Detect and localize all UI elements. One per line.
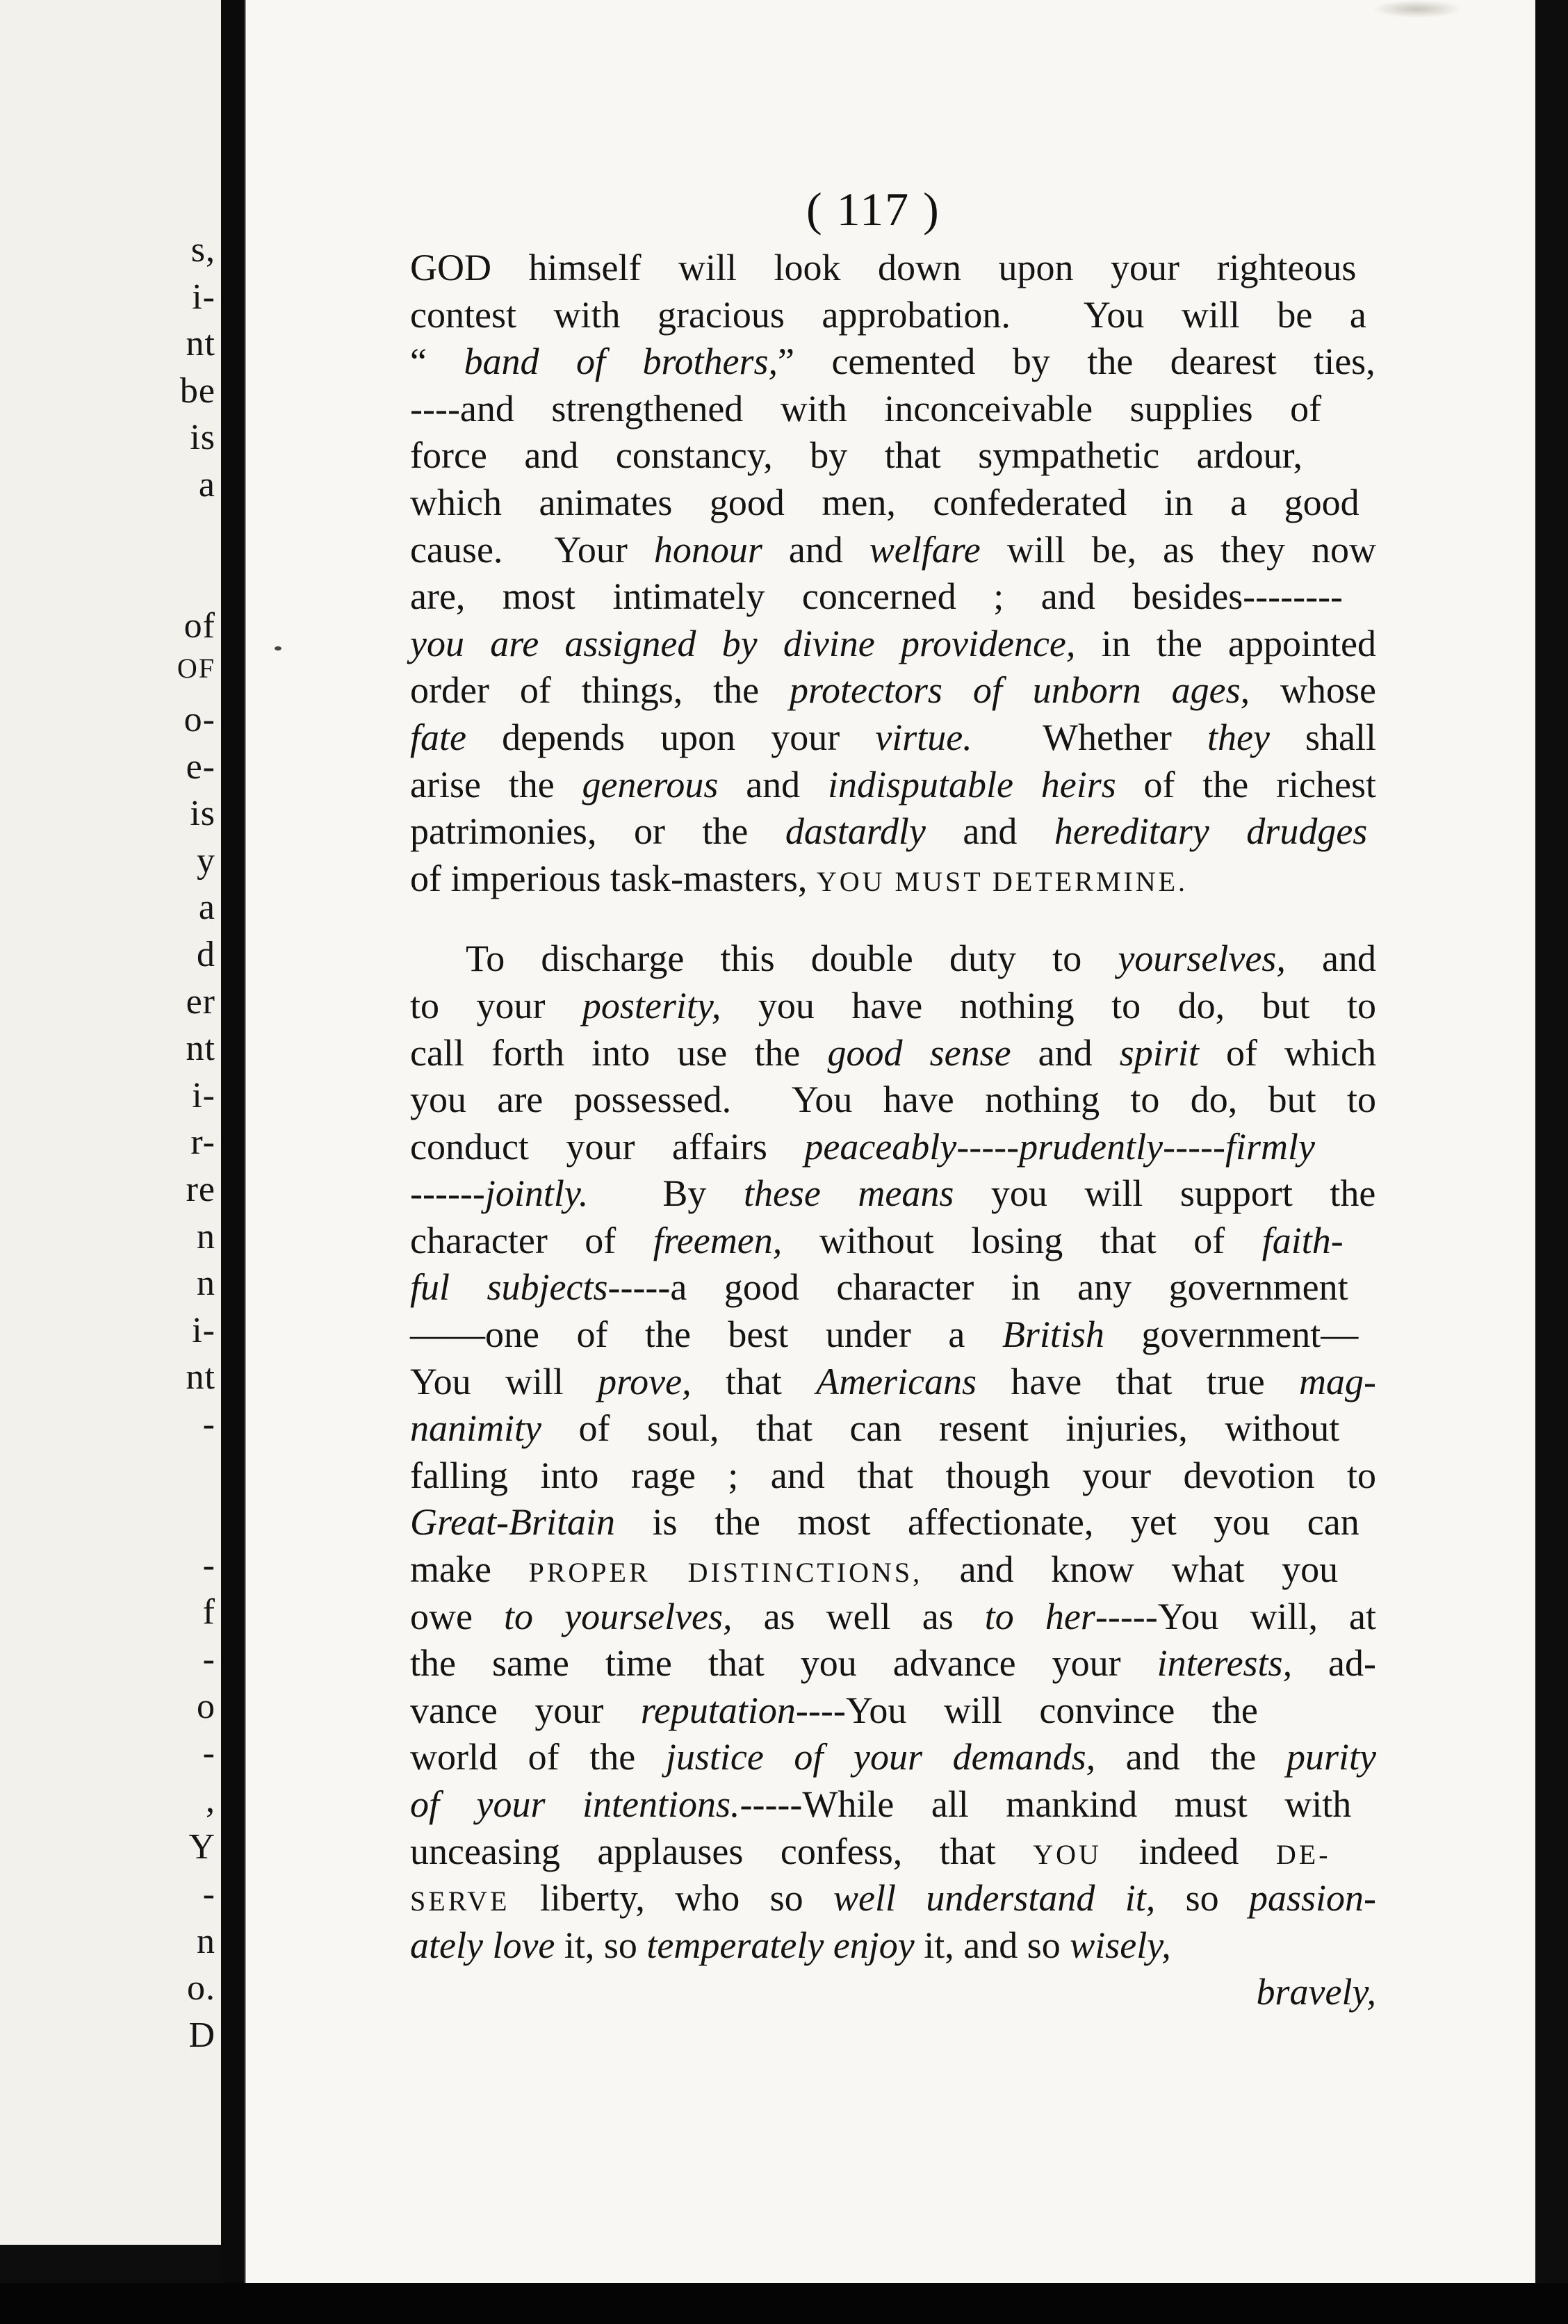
italic-text: reputation [640, 1689, 796, 1731]
text-segment: whose [1250, 669, 1376, 712]
text-line [410, 1546, 1376, 1594]
bleed-through-fragment: - [202, 1639, 215, 1679]
text-segment: and [1285, 938, 1377, 980]
text-line [410, 1264, 1376, 1311]
italic-text: British [1002, 1314, 1104, 1356]
text-segment: you will support the [954, 1172, 1376, 1215]
text-segment: government— [1104, 1314, 1359, 1356]
bleed-through-fragment: a [198, 465, 215, 505]
text-segment: and [925, 810, 1054, 853]
bleed-through-fragment: n [197, 1921, 215, 1961]
italic-text: yourselves, [1118, 938, 1286, 980]
text-segment: character of [410, 1219, 653, 1261]
text-line [410, 714, 1376, 762]
text-segment: so [1155, 1877, 1250, 1920]
text-line [410, 856, 1376, 903]
italic-text: wisely, [1070, 1924, 1171, 1966]
bleed-through-fragment: r- [190, 1122, 215, 1163]
bleed-through-fragment: - [202, 1733, 215, 1774]
text-line [410, 386, 1376, 433]
text-line [410, 1875, 1376, 1922]
text-segment: vance your [410, 1689, 641, 1731]
text-segment: patrimonies, or the [410, 810, 785, 853]
bleed-through-fragment: OF [177, 653, 215, 685]
text-line [410, 1499, 1376, 1546]
text-segment: it, so [555, 1924, 647, 1966]
bleed-through-fragment: f [202, 1592, 215, 1632]
text-segment: -----a good character in any government [607, 1266, 1348, 1309]
bleed-through-fragment: d [197, 935, 215, 974]
italic-text: spirit [1119, 1031, 1199, 1074]
scan-border [0, 2283, 1568, 2324]
italic-text: Great-Britain [410, 1501, 615, 1544]
bleed-through-fragment: is [190, 418, 215, 458]
bleed-through-fragment: Y [188, 1827, 215, 1867]
italic-text: ------jointly. [410, 1172, 589, 1215]
bleed-through-fragment: - [202, 1545, 215, 1585]
italic-text: you are assigned by divine providence, [410, 622, 1076, 664]
text-line [410, 1594, 1376, 1641]
bleed-through-fragment: n [197, 1263, 215, 1304]
italic-text: justice of your demands, [665, 1736, 1096, 1778]
text-line [410, 1452, 1376, 1500]
italic-text: ful subjects [410, 1266, 608, 1309]
text-segment: call forth into use the [410, 1031, 828, 1074]
text-segment: of the richest [1116, 763, 1376, 805]
text-line [410, 480, 1376, 527]
text-segment: Whether [972, 716, 1207, 758]
text-segment: contest with gracious approbation. You will be a [410, 293, 1366, 336]
text-segment: GOD h [410, 247, 548, 288]
italic-text: Americans [816, 1360, 977, 1402]
italic-text: band of brothers, [464, 341, 778, 383]
text-segment: -----While all mankind must with [740, 1783, 1352, 1825]
text-segment: world of the [410, 1736, 666, 1778]
text-line [410, 1170, 1376, 1218]
italic-text: freemen, [653, 1219, 783, 1261]
small-caps-text: PROPER DISTINCTIONS, [528, 1557, 923, 1589]
bleed-through-fragment: - [202, 1874, 215, 1914]
text-line [410, 1687, 1376, 1735]
italic-text: temperately enjoy [646, 1924, 915, 1966]
page-smudge [1372, 0, 1462, 18]
text-line [410, 1077, 1376, 1124]
text-segment: ----You will convince the [795, 1689, 1258, 1731]
italic-text: these means [743, 1172, 954, 1215]
italic-text: fate [410, 716, 466, 758]
text-segment: order of things, the [410, 669, 790, 712]
bleed-through-fragment: , [206, 1780, 215, 1820]
text-line [410, 245, 1376, 292]
italic-text: posterity, [582, 984, 721, 1026]
italic-text: to her [984, 1595, 1095, 1637]
text-line [410, 762, 1376, 809]
text-segment: shall [1269, 716, 1377, 758]
bleed-through-fragment: o- [183, 700, 215, 739]
text-line [410, 1781, 1376, 1828]
text-segment: to your [410, 984, 582, 1026]
text-segment: are, most intimately concerned ; and besides-------- [410, 575, 1344, 618]
text-segment: which animates good men, confederated in a good [410, 481, 1359, 523]
text-line [410, 1405, 1376, 1452]
text-segment: you have nothing to do, but to [721, 984, 1376, 1026]
text-segment: of soul, that can resent injuries, without [541, 1407, 1340, 1450]
book-gutter [221, 0, 245, 2324]
bleed-through-fragment: i- [192, 277, 215, 317]
bleed-through-fragment: of [183, 605, 215, 646]
text-line [410, 808, 1376, 856]
text-segment: conduct your affairs [410, 1125, 805, 1168]
text-line [410, 1218, 1376, 1265]
text-segment: To discharge this double duty to [466, 938, 1118, 980]
italic-text: indisputable heirs [827, 763, 1116, 805]
body-text [410, 245, 1376, 2016]
bleed-through-fragment: o. [187, 1968, 215, 2008]
text-segment: arise the [410, 763, 582, 805]
bleed-through-fragment: - [202, 1405, 215, 1444]
italic-text: virtue. [875, 716, 972, 758]
bleed-through-fragment: is [190, 794, 215, 834]
text-segment: it, and so [914, 1924, 1070, 1966]
italic-text: nanimity [410, 1407, 541, 1450]
bleed-through-fragment: D [188, 2015, 215, 2055]
bleed-through-fragment: i- [192, 1075, 215, 1115]
text-segment: ——one of the best under a [410, 1314, 1002, 1356]
text-line [410, 527, 1376, 574]
text-line [410, 983, 1376, 1030]
text-segment: -----You will, at [1095, 1595, 1376, 1637]
text-line [410, 1640, 1376, 1687]
text-segment: imself will look down upon your righteous [547, 247, 1357, 288]
bleed-through-fragment: o [197, 1686, 215, 1726]
text-segment: ” cemented by the dearest ties, [777, 341, 1375, 383]
bleed-through-fragment: nt [186, 324, 215, 364]
bleed-through-fragment: a [198, 887, 215, 928]
text-segment: will be, as they now [980, 528, 1376, 571]
text-line [410, 432, 1376, 480]
bleed-through-fragment: be [179, 370, 215, 411]
italic-text: to yourselves, [504, 1595, 733, 1637]
text-segment: and the [1095, 1736, 1287, 1778]
bleed-through-fragment: re [186, 1170, 215, 1209]
text-line [410, 1828, 1376, 1876]
text-segment: “ [410, 341, 464, 383]
small-caps-text: SERVE [410, 1885, 510, 1917]
bleed-through-fragment: nt [186, 1029, 215, 1069]
text-segment: By [588, 1172, 744, 1215]
italic-text: ately love [410, 1924, 555, 1966]
bleed-through-fragment: er [186, 981, 215, 1022]
text-segment: falling into rage ; and that though your devotion to [410, 1454, 1376, 1496]
small-caps-text: YOU [1033, 1838, 1102, 1870]
catchword [410, 1969, 1376, 2016]
bleed-through-fragment: n [197, 1216, 215, 1257]
text-segment: you are possessed. You have nothing to do, but to [410, 1079, 1376, 1121]
italic-text: welfare [869, 528, 981, 571]
text-line [410, 1359, 1376, 1406]
text-segment: owe [410, 1595, 505, 1637]
italic-text: good sense [827, 1031, 1011, 1074]
text-segment: of imperious task-masters, [410, 857, 817, 899]
text-line [410, 1124, 1376, 1171]
bleed-through-fragment: i- [192, 1310, 215, 1350]
text-segment: make [410, 1548, 529, 1591]
text-segment: have that true [977, 1360, 1299, 1402]
italic-text: well understand it, [833, 1877, 1156, 1920]
text-line [410, 338, 1376, 386]
page-number: ( 117 ) [806, 183, 940, 236]
text-line [410, 573, 1376, 621]
text-line [410, 621, 1376, 668]
text-segment: and [718, 763, 828, 805]
small-caps-text: DE- [1275, 1838, 1331, 1870]
text-line [410, 1311, 1376, 1359]
italic-text: interests, [1157, 1642, 1293, 1685]
text-segment: as well as [732, 1595, 985, 1637]
text-segment: of which [1198, 1031, 1377, 1074]
italic-text: hereditary drudges [1054, 810, 1368, 853]
text-segment: and know what you [922, 1548, 1339, 1591]
text-line [410, 1734, 1376, 1781]
small-caps-text: YOU MUST DETERMINE. [816, 865, 1189, 897]
bleed-through-fragment: e- [186, 746, 215, 787]
italic-text: of your intentions. [410, 1783, 740, 1825]
bleed-through-fragment: s, [190, 230, 215, 270]
italic-text: faith- [1261, 1219, 1344, 1261]
text-segment: liberty, who so [509, 1877, 833, 1920]
italic-text: they [1207, 716, 1270, 758]
italic-text: honour [653, 528, 762, 571]
text-segment: and [762, 528, 869, 571]
text-line [410, 1030, 1376, 1077]
bleed-through-fragment: nt [186, 1357, 215, 1398]
text-segment: in the appointed [1075, 622, 1376, 664]
text-line [410, 292, 1376, 339]
ink-spot [275, 646, 281, 650]
paragraph-gap [410, 902, 1376, 935]
text-segment: unceasing applauses confess, that [410, 1830, 1034, 1872]
italic-text: dastardly [785, 810, 926, 853]
catchword-text: bravely, [1256, 1971, 1376, 2013]
text-segment: depends upon your [466, 716, 876, 758]
text-segment: You will [410, 1360, 598, 1402]
italic-text: generous [582, 763, 719, 805]
text-segment: that [691, 1360, 817, 1402]
text-segment: ----and strengthened with inconceivable supplies of [410, 387, 1322, 429]
bleed-through-fragment: y [197, 840, 215, 881]
text-segment: is the most affectionate, yet you can [614, 1501, 1359, 1544]
text-line [410, 1922, 1376, 1970]
left-page [0, 0, 223, 2245]
text-segment: indeed [1101, 1830, 1276, 1872]
text-segment: force and constancy, by that sympathetic ardour, [410, 434, 1302, 477]
text-segment: without losing that of [782, 1219, 1262, 1261]
text-line [410, 935, 1376, 983]
italic-text: prove, [598, 1360, 692, 1402]
text-segment: the same time that you advance your [410, 1642, 1157, 1685]
italic-text: purity [1287, 1736, 1376, 1778]
italic-text: peaceably-----prudently-----firmly [804, 1125, 1316, 1168]
italic-text: mag- [1299, 1360, 1376, 1402]
italic-text: passion- [1249, 1877, 1377, 1920]
text-segment: cause. Your [410, 528, 654, 571]
text-segment: and [1011, 1031, 1120, 1074]
text-segment: ad- [1292, 1642, 1376, 1685]
text-line [410, 667, 1376, 714]
italic-text: protectors of unborn ages, [789, 669, 1250, 712]
